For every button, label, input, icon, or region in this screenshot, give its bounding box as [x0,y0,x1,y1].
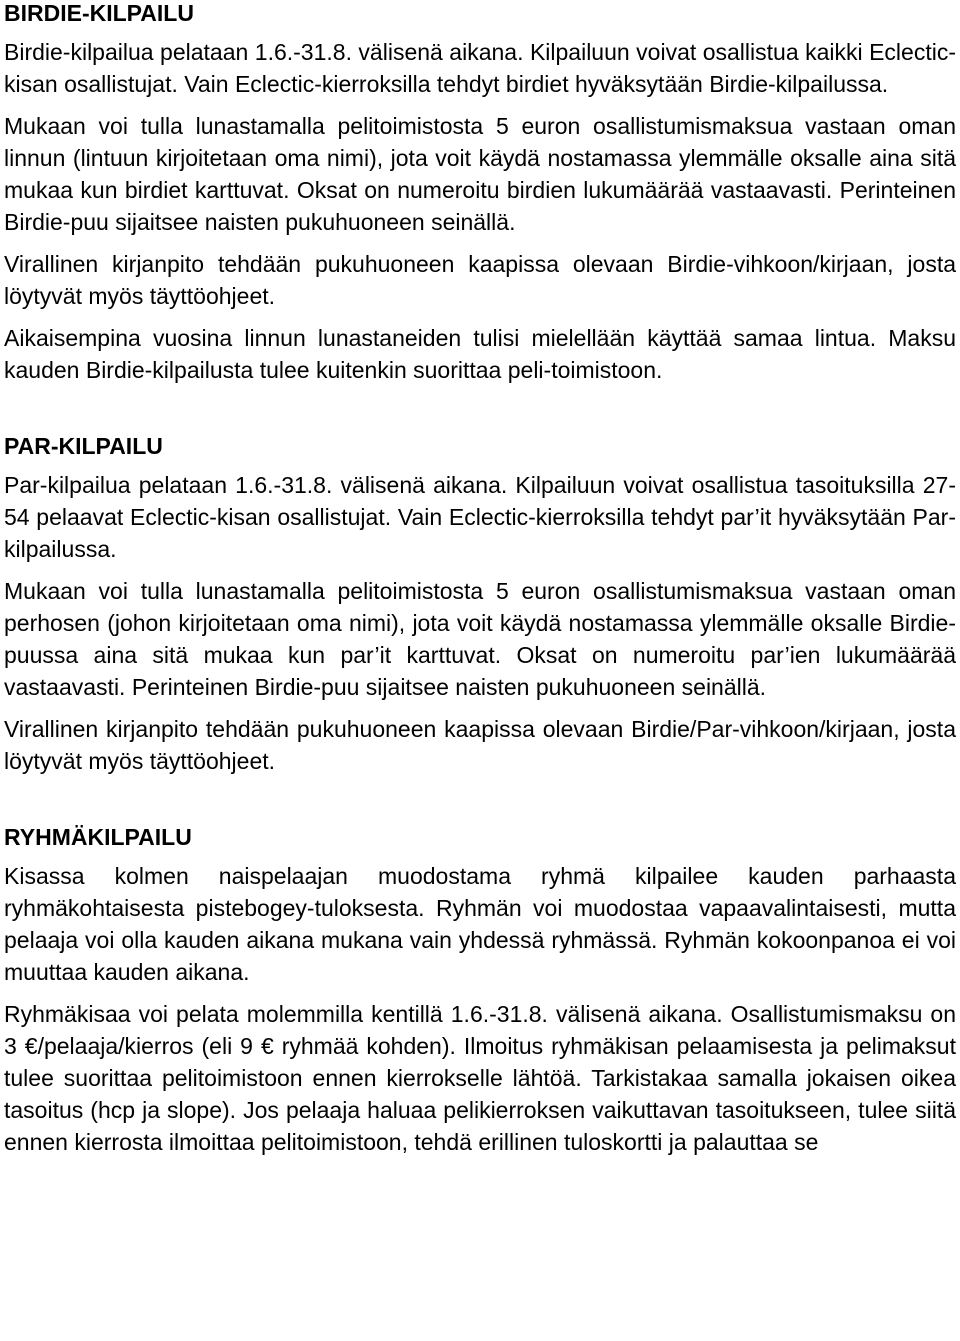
paragraph: Mukaan voi tulla lunastamalla pelitoimistosta 5 euron osallistumismaksua vastaan oman linnun (lintuun kirjoitetaan oma nimi), jota voit käydä nostamassa ylemmälle oksalle aina sitä mukaa kun birdiet karttuvat. Oksat on numeroitu birdien lukumäärää vastaavasti. Perinteinen Birdie-puu sijaitsee naisten pukuhuoneen seinällä. [4,113,956,235]
section-ryhma [4,822,956,1158]
section-heading-par: PAR-KILPAILU [4,433,163,459]
paragraph: Par-kilpailua pelataan 1.6.-31.8. välisenä aikana. Kilpailuun voivat osallistua tasoituksilla 27-54 pelaavat Eclectic-kisan osallistujat. Vain Eclectic-kierroksilla tehdyt par’it hyväksytään Par-kilpailussa. [4,472,956,562]
paragraph: Virallinen kirjanpito tehdään pukuhuoneen kaapissa olevaan Birdie-vihkoon/kirjaan, josta löytyvät myös täyttöohjeet. [4,251,956,309]
paragraph: Aikaisempina vuosina linnun lunastaneiden tulisi mielellään käyttää samaa lintua. Maksu kauden Birdie-kilpailusta tulee kuitenkin suorittaa peli-toimistoon. [4,325,956,383]
paragraph: Birdie-kilpailua pelataan 1.6.-31.8. välisenä aikana. Kilpailuun voivat osallistua kaikki Eclectic-kisan osallistujat. Vain Eclectic-kierroksilla tehdyt birdiet hyväksytään Birdie-kilpailussa. [4,39,956,97]
paragraph: Kisassa kolmen naispelaajan muodostama ryhmä kilpailee kauden parhaasta ryhmäkohtaisesta pistebogey-tuloksesta. Ryhmän voi muodostaa vapaavalintaisesti, mutta pelaaja voi olla kauden aikana mukana vain yhdessä ryhmässä. Ryhmän kokoonpanoa ei voi muuttaa kauden aikana. [4,863,956,985]
paragraph: Mukaan voi tulla lunastamalla pelitoimistosta 5 euron osallistumismaksua vastaan oman perhosen (johon kirjoitetaan oma nimi), jota voit käydä nostamassa ylemmälle oksalle Birdie-puussa aina sitä mukaa kun par’it karttuvat. Oksat on numeroitu par’ien lukumäärää vastaavasti. Perinteinen Birdie-puu sijaitsee naisten pukuhuoneen seinällä. [4,578,956,700]
section-heading-ryhma: RYHMÄKILPAILU [4,824,192,850]
section-heading-birdie: BIRDIE-KILPAILU [4,0,194,26]
section-birdie [4,0,956,386]
section-par [4,431,956,777]
paragraph: Ryhmäkisaa voi pelata molemmilla kentillä 1.6.-31.8. välisenä aikana. Osallistumismaksu on 3 €/pelaaja/kierros (eli 9 € ryhmää kohden). Ilmoitus ryhmäkisan pelaamisesta ja pelimaksut tulee suorittaa pelitoimistoon ennen kierrokselle lähtöä. Tarkistakaa samalla jokaisen oikea tasoitus (hcp ja slope). Jos pelaaja haluaa pelikierroksen vaikuttavan tasoitukseen, tulee siitä ennen kierrosta ilmoittaa pelitoimistoon, tehdä erillinen tuloskortti ja palauttaa se [4,1001,956,1155]
paragraph: Virallinen kirjanpito tehdään pukuhuoneen kaapissa olevaan Birdie/Par-vihkoon/kirjaan, josta löytyvät myös täyttöohjeet. [4,716,956,774]
